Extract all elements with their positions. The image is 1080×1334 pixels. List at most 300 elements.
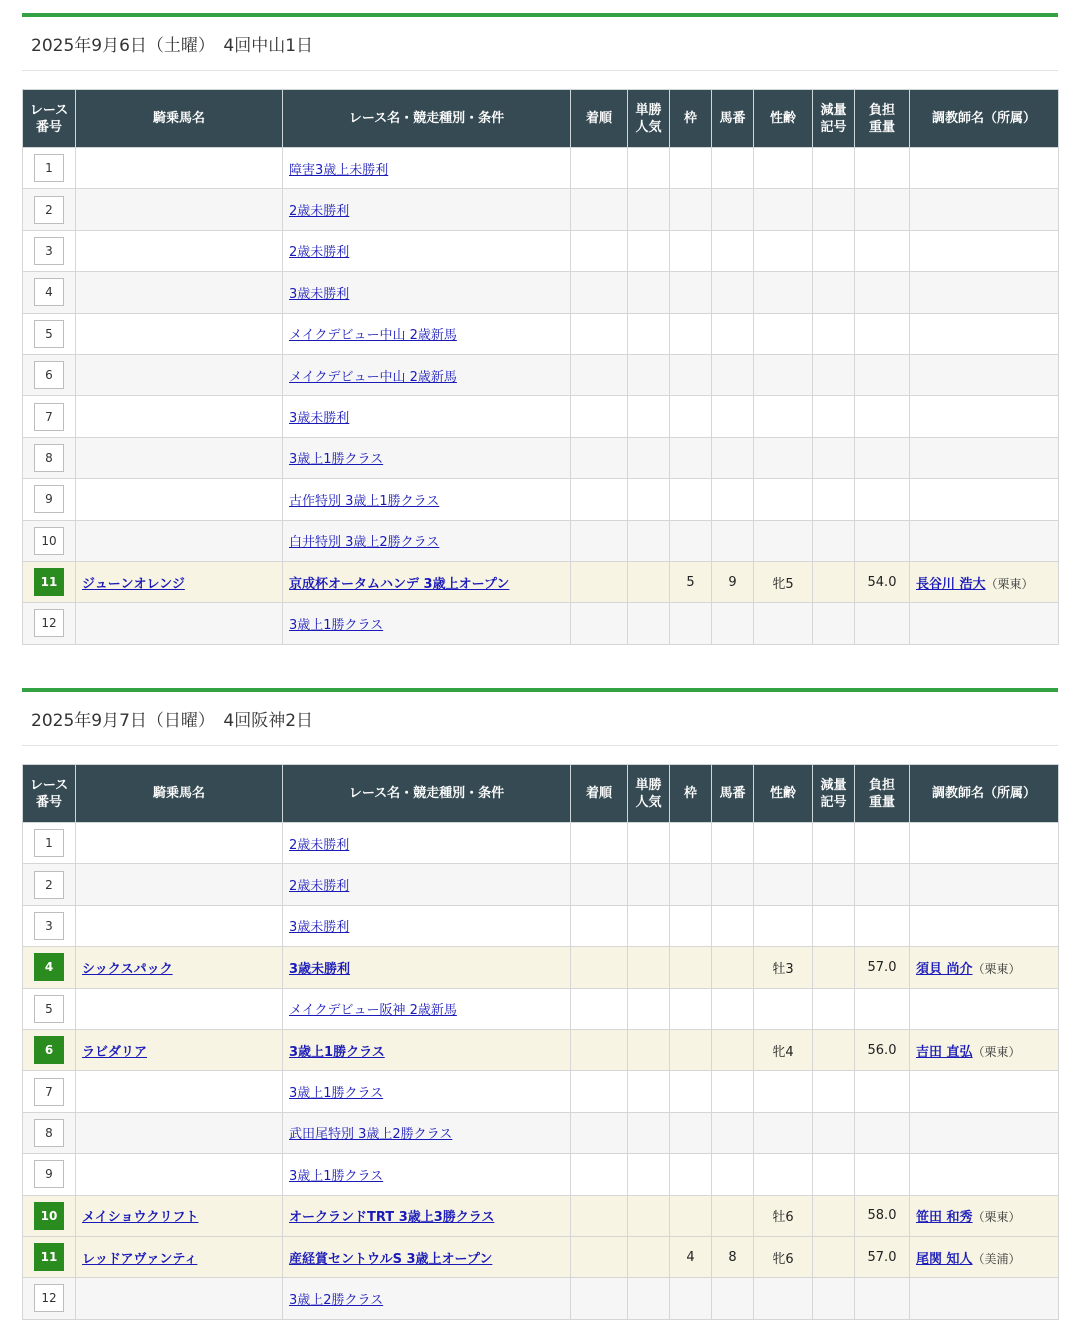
weight-cell (855, 603, 910, 644)
sex-age-cell (754, 1154, 813, 1195)
race-no-cell (23, 1278, 76, 1319)
race-name-cell (283, 230, 571, 271)
header-weight: 負担 重量 (855, 765, 910, 823)
race-name-link[interactable]: 障害3歳上未勝利 (289, 162, 389, 178)
horse-cell (76, 1236, 283, 1277)
header-row (23, 765, 1059, 823)
trainer-cell (910, 189, 1059, 230)
horse-name-link[interactable]: レッドアヴァンティ (82, 1251, 198, 1267)
race-number-badge[interactable]: 2 (34, 871, 64, 899)
trainer-belong: （美浦） (972, 1251, 1021, 1266)
umaban-cell (712, 396, 754, 437)
trainer-cell (910, 988, 1059, 1029)
sex-age-cell (754, 148, 813, 189)
umaban-cell (712, 988, 754, 1029)
table-row (23, 189, 1059, 230)
race-name-cell (283, 520, 571, 561)
table-row (23, 561, 1059, 602)
horse-cell (76, 905, 283, 946)
race-name-cell (283, 1112, 571, 1153)
header-race-no: レース 番号 (23, 765, 76, 823)
trainer-name-link[interactable]: 長谷川 浩大 (916, 576, 986, 592)
trainer-cell (910, 1195, 1059, 1236)
race-number-badge[interactable]: 11 (34, 568, 64, 596)
horse-name-link[interactable]: メイショウクリフト (82, 1210, 199, 1226)
trainer-belong: （栗東） (972, 1044, 1021, 1059)
race-name-cell (283, 947, 571, 988)
trainer-cell (910, 479, 1059, 520)
race-name-cell (283, 189, 571, 230)
umaban-cell (712, 479, 754, 520)
waku-cell (670, 272, 712, 313)
weight-mark-cell (813, 230, 855, 271)
table-row (23, 603, 1059, 644)
race-name-cell (283, 561, 571, 602)
waku-cell (670, 1029, 712, 1070)
finish-cell (571, 1278, 628, 1319)
trainer-cell (910, 520, 1059, 561)
trainer-cell (910, 947, 1059, 988)
race-no-cell (23, 479, 76, 520)
race-name-cell (283, 864, 571, 905)
horse-cell (76, 988, 283, 1029)
race-number-badge[interactable]: 11 (34, 1243, 64, 1271)
finish-cell (571, 1029, 628, 1070)
weight-cell (855, 437, 910, 478)
trainer-name-link[interactable]: 須貝 尚介 (916, 961, 973, 977)
trainer-cell (910, 230, 1059, 271)
race-name-link[interactable]: オークランドTRT 3歳上3勝クラス (289, 1210, 495, 1226)
horse-cell (76, 823, 283, 864)
race-name-link[interactable]: 3歳未勝利 (289, 920, 350, 936)
race-number-badge[interactable]: 7 (34, 1078, 64, 1106)
race-number-badge[interactable]: 4 (34, 278, 64, 306)
table-row (23, 823, 1059, 864)
race-number-badge[interactable]: 4 (34, 953, 64, 981)
sex-age-cell (754, 1112, 813, 1153)
finish-cell (571, 988, 628, 1029)
race-no-cell (23, 354, 76, 395)
race-no-cell (23, 189, 76, 230)
trainer-cell (910, 1154, 1059, 1195)
race-name-cell (283, 823, 571, 864)
popularity-cell (628, 396, 670, 437)
sex-age-cell: 牝5 (754, 561, 813, 602)
race-name-link[interactable]: 産経賞セントウルS 3歳上オープン (289, 1251, 493, 1267)
race-no-cell (23, 437, 76, 478)
table-row (23, 1071, 1059, 1112)
header-popularity: 単勝 人気 (628, 765, 670, 823)
race-name-link[interactable]: 3歳上1勝クラス (289, 1168, 384, 1184)
race-no-cell (23, 905, 76, 946)
waku-cell (670, 313, 712, 354)
header-finish: 着順 (571, 765, 628, 823)
umaban-cell (712, 1154, 754, 1195)
popularity-cell (628, 230, 670, 271)
race-name-link[interactable]: 3歳上1勝クラス (289, 1086, 384, 1102)
popularity-cell (628, 603, 670, 644)
trainer-cell (910, 396, 1059, 437)
horse-cell (76, 479, 283, 520)
weight-cell (855, 1278, 910, 1319)
trainer-cell (910, 905, 1059, 946)
finish-cell (571, 479, 628, 520)
weight-mark-cell (813, 479, 855, 520)
race-no-cell (23, 1112, 76, 1153)
race-name-link[interactable]: 3歳未勝利 (289, 411, 350, 427)
trainer-cell (910, 437, 1059, 478)
popularity-cell (628, 823, 670, 864)
umaban-cell (712, 354, 754, 395)
horse-cell (76, 313, 283, 354)
race-name-link[interactable]: 2歳未勝利 (289, 204, 350, 220)
race-name-link[interactable]: 3歳上2勝クラス (289, 1292, 384, 1308)
waku-cell (670, 354, 712, 395)
header-trainer: 調教師名（所属） (910, 90, 1059, 148)
horse-cell (76, 230, 283, 271)
waku-cell (670, 230, 712, 271)
day-title: 2025年9月6日（土曜） 4回中山1日 (22, 17, 1058, 71)
waku-cell (670, 864, 712, 905)
waku-cell (670, 1195, 712, 1236)
weight-mark-cell (813, 988, 855, 1029)
weight-cell: 56.0 (855, 1029, 910, 1070)
header-weight-mark: 減量 記号 (813, 765, 855, 823)
horse-cell (76, 148, 283, 189)
weight-cell (855, 1071, 910, 1112)
race-no-cell (23, 864, 76, 905)
race-name-link[interactable]: 2歳未勝利 (289, 879, 350, 895)
horse-cell (76, 189, 283, 230)
weight-mark-cell (813, 1071, 855, 1112)
race-number-badge[interactable]: 10 (34, 1202, 64, 1230)
race-no-cell (23, 1195, 76, 1236)
weight-cell (855, 823, 910, 864)
race-number-badge[interactable]: 6 (34, 1036, 64, 1064)
horse-cell (76, 1278, 283, 1319)
race-table-day2 (22, 764, 1059, 1320)
umaban-cell: 8 (712, 1236, 754, 1277)
header-umaban: 馬番 (712, 90, 754, 148)
waku-cell (670, 988, 712, 1029)
race-number-badge[interactable]: 1 (34, 829, 64, 857)
finish-cell (571, 396, 628, 437)
header-race-no: レース 番号 (23, 90, 76, 148)
sex-age-cell (754, 437, 813, 478)
race-number-badge[interactable]: 12 (34, 1284, 64, 1312)
finish-cell (571, 230, 628, 271)
waku-cell (670, 479, 712, 520)
trainer-cell (910, 864, 1059, 905)
popularity-cell (628, 1195, 670, 1236)
trainer-cell (910, 1112, 1059, 1153)
umaban-cell: 9 (712, 561, 754, 602)
horse-cell (76, 864, 283, 905)
header-weight: 負担 重量 (855, 90, 910, 148)
weight-mark-cell (813, 189, 855, 230)
weight-cell: 58.0 (855, 1195, 910, 1236)
horse-cell (76, 947, 283, 988)
race-no-cell (23, 988, 76, 1029)
race-name-link[interactable]: 3歳上1勝クラス (289, 617, 384, 633)
weight-mark-cell (813, 947, 855, 988)
sex-age-cell (754, 479, 813, 520)
header-waku: 枠 (670, 765, 712, 823)
finish-cell (571, 437, 628, 478)
header-race-name: レース名・競走種別・条件 (283, 90, 571, 148)
header-finish: 着順 (571, 90, 628, 148)
weight-cell (855, 230, 910, 271)
table-row (23, 1195, 1059, 1236)
umaban-cell (712, 437, 754, 478)
umaban-cell (712, 864, 754, 905)
race-no-cell (23, 230, 76, 271)
race-name-cell (283, 1278, 571, 1319)
popularity-cell (628, 354, 670, 395)
waku-cell (670, 148, 712, 189)
race-name-cell (283, 354, 571, 395)
race-no-cell (23, 947, 76, 988)
race-number-badge[interactable]: 8 (34, 444, 64, 472)
trainer-name-link[interactable]: 吉田 直弘 (916, 1044, 973, 1060)
horse-cell (76, 561, 283, 602)
popularity-cell (628, 1154, 670, 1195)
finish-cell (571, 1195, 628, 1236)
race-name-link[interactable]: 古作特別 3歳上1勝クラス (289, 493, 440, 509)
waku-cell (670, 437, 712, 478)
umaban-cell (712, 823, 754, 864)
race-name-link[interactable]: メイクデビュー中山 2歳新馬 (289, 328, 457, 344)
popularity-cell (628, 905, 670, 946)
weight-mark-cell (813, 437, 855, 478)
sex-age-cell (754, 354, 813, 395)
header-row (23, 90, 1059, 148)
finish-cell (571, 313, 628, 354)
table-row (23, 905, 1059, 946)
finish-cell (571, 1236, 628, 1277)
race-name-cell (283, 437, 571, 478)
race-name-cell (283, 1029, 571, 1070)
umaban-cell (712, 905, 754, 946)
race-number-badge[interactable]: 6 (34, 361, 64, 389)
sex-age-cell (754, 189, 813, 230)
sex-age-cell (754, 864, 813, 905)
race-number-badge[interactable]: 3 (34, 912, 64, 940)
weight-cell (855, 396, 910, 437)
weight-mark-cell (813, 561, 855, 602)
trainer-name-link[interactable]: 尾関 知人 (916, 1251, 973, 1267)
race-name-cell (283, 1195, 571, 1236)
trainer-cell (910, 561, 1059, 602)
race-name-cell (283, 313, 571, 354)
sex-age-cell (754, 1071, 813, 1112)
table-row (23, 520, 1059, 561)
race-number-badge[interactable]: 9 (34, 485, 64, 513)
waku-cell (670, 1154, 712, 1195)
horse-cell (76, 1029, 283, 1070)
race-name-cell (283, 1071, 571, 1112)
sex-age-cell (754, 905, 813, 946)
table-row (23, 272, 1059, 313)
sex-age-cell (754, 988, 813, 1029)
weight-mark-cell (813, 823, 855, 864)
race-name-link[interactable]: 3歳上1勝クラス (289, 452, 384, 468)
table-row (23, 1236, 1059, 1277)
popularity-cell (628, 272, 670, 313)
popularity-cell (628, 189, 670, 230)
horse-name-link[interactable]: ラビダリア (82, 1044, 148, 1060)
table-row (23, 864, 1059, 905)
umaban-cell (712, 1195, 754, 1236)
race-no-cell (23, 823, 76, 864)
race-no-cell (23, 520, 76, 561)
weight-mark-cell (813, 1029, 855, 1070)
race-number-badge[interactable]: 7 (34, 403, 64, 431)
sex-age-cell: 牡6 (754, 1195, 813, 1236)
horse-cell (76, 1071, 283, 1112)
table-row (23, 313, 1059, 354)
trainer-cell (910, 603, 1059, 644)
sex-age-cell (754, 1278, 813, 1319)
horse-cell (76, 354, 283, 395)
popularity-cell (628, 1029, 670, 1070)
popularity-cell (628, 947, 670, 988)
header-horse: 騎乗馬名 (76, 765, 283, 823)
weight-mark-cell (813, 864, 855, 905)
race-no-cell (23, 1029, 76, 1070)
race-name-cell (283, 905, 571, 946)
waku-cell (670, 905, 712, 946)
horse-cell (76, 437, 283, 478)
table-row (23, 396, 1059, 437)
header-weight-mark: 減量 記号 (813, 90, 855, 148)
race-number-badge[interactable]: 2 (34, 196, 64, 224)
race-name-cell (283, 396, 571, 437)
weight-cell: 57.0 (855, 947, 910, 988)
popularity-cell (628, 1071, 670, 1112)
trainer-belong: （栗東） (972, 1210, 1021, 1225)
weight-cell (855, 988, 910, 1029)
trainer-cell (910, 148, 1059, 189)
weight-mark-cell (813, 905, 855, 946)
race-name-link[interactable]: メイクデビュー中山 2歳新馬 (289, 369, 457, 385)
table-row (23, 230, 1059, 271)
finish-cell (571, 520, 628, 561)
waku-cell: 5 (670, 561, 712, 602)
race-number-badge[interactable]: 1 (34, 154, 64, 182)
table-row (23, 1029, 1059, 1070)
race-name-link[interactable]: 3歳上1勝クラス (289, 1044, 385, 1060)
race-name-cell (283, 1236, 571, 1277)
finish-cell (571, 905, 628, 946)
trainer-cell (910, 272, 1059, 313)
finish-cell (571, 272, 628, 313)
race-name-cell (283, 272, 571, 313)
race-name-link[interactable]: 3歳未勝利 (289, 286, 350, 302)
sex-age-cell (754, 313, 813, 354)
race-number-badge[interactable]: 5 (34, 320, 64, 348)
finish-cell (571, 561, 628, 602)
horse-name-link[interactable]: ジューンオレンジ (82, 576, 185, 592)
weight-mark-cell (813, 520, 855, 561)
finish-cell (571, 354, 628, 395)
sex-age-cell (754, 823, 813, 864)
finish-cell (571, 603, 628, 644)
popularity-cell (628, 437, 670, 478)
race-no-cell (23, 561, 76, 602)
sex-age-cell: 牡3 (754, 947, 813, 988)
finish-cell (571, 823, 628, 864)
race-name-link[interactable]: 武田尾特別 3歳上2勝クラス (289, 1127, 453, 1143)
race-no-cell (23, 272, 76, 313)
weight-mark-cell (813, 396, 855, 437)
race-no-cell (23, 148, 76, 189)
popularity-cell (628, 1112, 670, 1153)
trainer-belong: （栗東） (985, 576, 1034, 591)
race-number-badge[interactable]: 8 (34, 1119, 64, 1147)
trainer-name-link[interactable]: 笹田 和秀 (916, 1210, 973, 1226)
race-number-badge[interactable]: 3 (34, 237, 64, 265)
day-section-1 (22, 13, 1058, 71)
race-number-badge[interactable]: 9 (34, 1160, 64, 1188)
weight-mark-cell (813, 1112, 855, 1153)
trainer-cell (910, 1029, 1059, 1070)
race-name-link[interactable]: 2歳未勝利 (289, 837, 350, 853)
finish-cell (571, 148, 628, 189)
race-no-cell (23, 1071, 76, 1112)
popularity-cell (628, 148, 670, 189)
umaban-cell (712, 520, 754, 561)
race-name-link[interactable]: メイクデビュー阪神 2歳新馬 (289, 1003, 457, 1019)
horse-cell (76, 1112, 283, 1153)
race-number-badge[interactable]: 5 (34, 995, 64, 1023)
header-umaban: 馬番 (712, 765, 754, 823)
horse-name-link[interactable]: シックスパック (82, 961, 173, 977)
sex-age-cell (754, 603, 813, 644)
header-sex-age: 性齢 (754, 765, 813, 823)
race-number-badge[interactable]: 12 (34, 609, 64, 637)
table-row (23, 988, 1059, 1029)
table-row (23, 1278, 1059, 1319)
horse-cell (76, 396, 283, 437)
race-number-badge[interactable]: 10 (34, 527, 64, 555)
finish-cell (571, 189, 628, 230)
race-name-link[interactable]: 白井特別 3歳上2勝クラス (289, 535, 440, 551)
horse-cell (76, 1195, 283, 1236)
day-title: 2025年9月7日（日曜） 4回阪神2日 (22, 692, 1058, 746)
trainer-cell (910, 354, 1059, 395)
waku-cell (670, 1112, 712, 1153)
waku-cell: 4 (670, 1236, 712, 1277)
finish-cell (571, 1154, 628, 1195)
table-row (23, 148, 1059, 189)
trainer-cell (910, 1236, 1059, 1277)
weight-cell (855, 1112, 910, 1153)
popularity-cell (628, 1236, 670, 1277)
race-name-link[interactable]: 京成杯オータムハンデ 3歳上オープン (289, 576, 510, 592)
finish-cell (571, 1112, 628, 1153)
weight-mark-cell (813, 354, 855, 395)
popularity-cell (628, 864, 670, 905)
race-name-link[interactable]: 2歳未勝利 (289, 245, 350, 261)
umaban-cell (712, 1278, 754, 1319)
waku-cell (670, 947, 712, 988)
popularity-cell (628, 313, 670, 354)
waku-cell (670, 189, 712, 230)
sex-age-cell (754, 230, 813, 271)
weight-mark-cell (813, 1195, 855, 1236)
race-name-link[interactable]: 3歳未勝利 (289, 961, 351, 977)
